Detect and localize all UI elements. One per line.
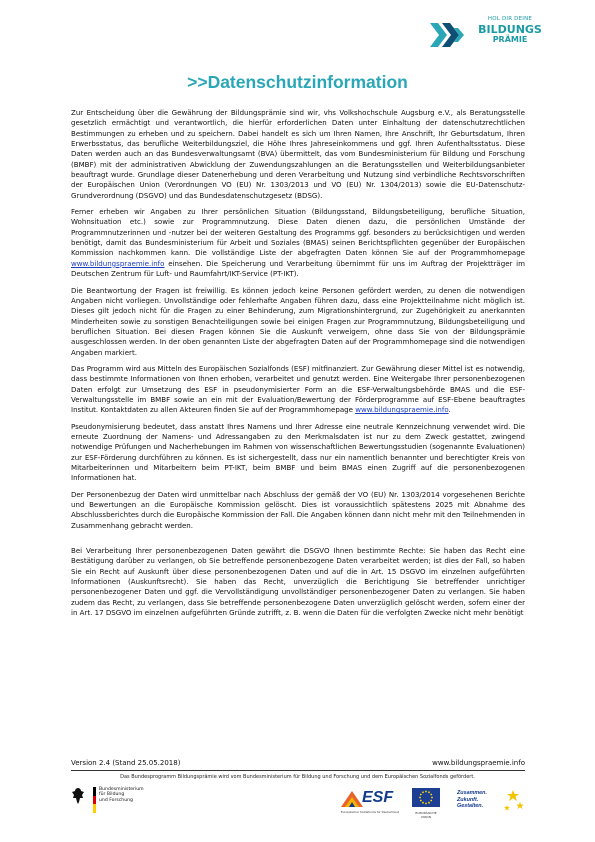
esf-logo-icon [340,789,364,809]
slogan-line: Gestalten. [457,803,484,810]
paragraph-text: Das Programm wird aus Mitteln des Europäischen Sozialfonds (ESF) mitfinanziert. Zur Gewährung dieser Mittel ist es notwendig, dass bestimmte Informationen von Ihnen erhoben, verarbeitet und genutzt werden. Eine Weitergabe Ihrer personenbezogenen Daten erfolgt zur Umsetzung des ESF in pseudonymisierter Form an die ESF-Verwaltungsbehörde BMAS und die ESF-Verwaltungsstelle im BMBF sowie an ein mit der Evaluation/Bewertung der Förderprogramme auf ESF-Ebene beauftragtes Institut. Kontaktdaten zu allen Akteuren finden Sie auf der Programmhomepage [71,363,525,415]
star-icon [500,788,526,816]
chevron-arrows-icon [428,20,466,50]
version-label: Version 2.4 (Stand 25.05.2018) [71,759,181,767]
footer-url[interactable]: www.bildungspraemie.info [432,759,525,767]
slogan-line: Zusammen. [457,790,487,796]
paragraph-esf-funding [71,364,525,416]
bmbf-line: und Forschung [99,797,133,803]
esf-logo [340,789,400,817]
paragraph-data-collection: Zur Entscheidung über die Gewährung der Bildungsprämie sind wir, vhs Volkshochschule Augsburg e.V., als Beratungsstelle gesetzlich ermächtigt und verantwortlich, die hierfür erforderlichen Daten unter Einhaltung der datenschutzrechtlichen Bestimmungen zu erheben und zu speichern. Dabei handelt es sich um Ihren Namen, Ihre Anschrift, Ihr Geburtsdatum, Ihren Erwerbsstatus, das berufliche Weiterbildungsziel, die Höhe Ihres Jahreseinkommens und ggf. Ihren Aufenthaltsstatus. Diese Daten werden auch an das Bundesverwaltungsamt (BVA) übermittelt, das vom Bundesministerium für Bildung und Forschung (BMBF) mit der administrativen Abwicklung der Zuwendungszahlungen an die Beratungsstellen und Weiterbildungsanbieter beauftragt wurde. Grundlage dieser Datenerhebung und deren Verarbeitung und Nutzung sind verbindliche Rechtsvorschriften der Europäischen Union (Verordnungen VO (EU) Nr. 1303/2013 und VO (EU) Nr. 1304/2013) sowie die EU-Datenschutz-Grundverordnung (DSGVO) und das Bundesdatenschutzgesetz (BDSG). [71,108,525,200]
eu-caption: EUROPÄISCHE UNION [415,811,437,819]
bmbf-name [99,787,144,803]
bildungspraemie-logo [428,14,552,64]
slogan [457,790,487,810]
logo-line-3: PRÄMIE [492,34,528,44]
bmbf-line: Bundesministerium [99,787,144,792]
logo-line-1: HOL DIR DEINE [487,16,533,22]
footer-divider [71,770,525,771]
homepage-link[interactable]: www.bildungspraemie.info [355,405,449,415]
bmbf-line: für Bildung [99,792,125,798]
document-body [71,108,525,624]
bmbf-logo [71,787,144,817]
paragraph-personal-situation [71,207,525,279]
esf-wordmark: ESF [362,789,394,806]
page-footer [71,759,525,767]
german-flag-bar [93,787,96,813]
funding-note: Das Bundesprogramm Bildungsprämie wird vom Bundesministerium für Bildung und Forschung und dem Europäischen Sozialfonds gefördert. [120,774,475,780]
paragraph-text: einsehen. Die Speicherung und Verarbeitung übernimmt für uns im Auftrag der Projektträger im Deutschen Zentrum für Luft- und Raumfahrt/IKT-Service (PT-IKT). [71,258,525,279]
slogan-line: Zukunft. [457,796,479,803]
homepage-link[interactable]: www.bildungspraemie.info [71,258,165,268]
paragraph-text: Ferner erheben wir Angaben zu Ihrer persönlichen Situation (Bildungsstand, Bildungsbeteiligung, berufliche Situation, Wohnsituation etc.) sowie zur Programmnutzung. Diese Daten dienen dazu, die persönlichen Umstände der Programmnutzerinnen und -nutzer bei der weiteren Gestaltung des Programms ggf. besonders zu berücksichtigen und werden benötigt, damit das Bundesministerium für Arbeit und Soziales (BMAS) seinen Berichtspflichten gegenüber der Europäischen Kommission nachkommen kann. Die vollständige Liste der abgefragten Daten können Sie auf der Programmhomepage [71,207,525,258]
federal-eagle-icon [71,787,85,805]
paragraph-voluntary: Die Beantwortung der Fragen ist freiwillig. Es können jedoch keine Personen gefördert werden, zu denen die notwendigen Angaben nicht vorliegen. Unvollständige oder fehlerhafte Angaben führen dazu, dass eine Projektteilnahme nicht möglich ist. Dieses gilt jedoch nicht für die Fragen zu einer Behinderung, zum Migrationshintergrund, zur Zugehörigkeit zu anerkannten Minderheiten sowie zu sonstigen Benachteiligungen sowie bei einigen Fragen zur Programmnutzung, Bildungsbeteiligung und beruflichen Situation. Bei diesen Fragen können Sie die Auskunft verweigern, ohne dass Sie von der Bildungsprämie ausgeschlossen werden. In der oben genannten Liste der abgefragten Daten auf der Programmhomepage sind die notwendigen Angaben markiert. [71,285,525,357]
paragraph-rights: Bei Verarbeitung Ihrer personenbezogenen Daten gewährt die DSGVO Ihnen bestimmte Rechte: Sie haben das Recht eine Bestätigung darüber zu verlangen, ob Sie betreffende personenbezogene Daten verarbeitet werden; ist dies der Fall, so haben Sie ein Recht auf Auskunft über diese personenbezogenen Daten und auf die in Art. 15 DSGVO im einzelnen aufgeführten Informationen (Auskunftsrecht). Sie haben das Recht, unverzüglich die Berichtigung Sie betreffender unrichtiger personenbezogener Daten und ggf. die Vervollständigung unvollständiger personenbezogener Daten zu verlangen. Sie haben zudem das Recht, zu verlangen, dass Sie betreffende personenbezogene Daten unverzüglich gelöscht werden, sofern einer der in Art. 17 DSGVO im einzelnen aufgeführten Gründe zutrifft, z. B. wenn die Daten für die verfolgten Zwecke nicht mehr benötigt [71,546,525,618]
esf-subtitle: Europäischer Sozialfonds für Deutschland [340,810,400,814]
eu-logo [412,788,440,819]
logo-line-2: BILDUNGS [478,22,542,36]
page-title: >>Datenschutzinformation [187,72,408,92]
paragraph-pseudonymisation: Pseudonymisierung bedeutet, dass anstatt Ihres Namens und Ihrer Adresse eine neutrale Kennzeichnung verwendet wird. Die erneute Zuordnung der Namens- und Adressangaben zu den Merkmalsdaten ist nur zu dem Zweck gestattet, zwingend notwendige Prüfungen und Nacherhebungen im Rahmen von wissenschaftlichen Bewertungsstudien (sogenannte Evaluationen) zur ESF-Förderung durchführen zu können. Es ist sichergestellt, dass nur ein namentlich benannter und berechtigter Kreis von Mitarbeiterinnen und Mitarbeitern beim PT-IKT, beim BMBF und beim BMAS einen Zugriff auf die personenbezogenen Informationen hat. [71,421,525,483]
logo-wordmark [468,17,552,44]
eu-flag-icon [412,788,440,807]
paragraph-text: . [448,405,451,415]
paragraph-deletion: Der Personenbezug der Daten wird unmittelbar nach Abschluss der gemäß der VO (EU) Nr. 1303/2014 vorgesehenen Berichte und Bewertungen an die Europäische Kommission gelöscht. Dies ist voraussichtlich spätestens 2025 mit Abnahme des Abschlussberichtes durch die Europäische Kommission der Fall. Die Angaben können dann nicht mehr mit den Teilnehmenden in Zusammenhang gebracht werden. [71,489,525,530]
